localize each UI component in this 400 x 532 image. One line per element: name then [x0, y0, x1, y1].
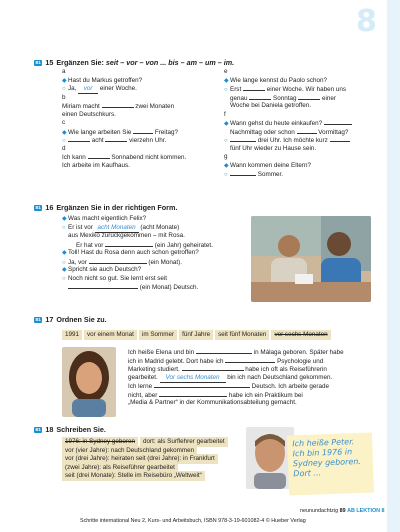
answer-blank[interactable]: acht Monaten [95, 224, 139, 233]
answer-blank[interactable] [249, 94, 271, 100]
ex16-dialog: ◆Was macht eigentlich Felix? ○ Er ist vor acht Monaten (acht Monate) aus Mexiko zurückgekommen – mit Rosa. Er hat vor (ein Jahr) geheiratet. ◆Toll! Hast du Rosa denn auch schon getroffen? ○ Ja, vor (ein Monat). ◆Spricht sie auch Deutsch? ○ Noch nicht so gut. Sie lernt erst seit (ein Monat) Deutsch. [62, 215, 213, 291]
cue: vor (drei Jahre): heiraten seit (drei Jahre): in Frankfurt [62, 454, 218, 464]
text: in Málaga geboren. Später habe [253, 349, 344, 356]
sticky-note: Ich heiße Peter. Ich bin 1976 in Sydney geboren. Dort ... [287, 433, 374, 496]
cue: (zwei Jahre): als Reiseführer gearbeitet [62, 463, 178, 473]
answer-text: (acht Monate) [140, 223, 180, 231]
answer-text: drei Uhr. Ich möchte kurz [257, 137, 328, 144]
item-letter: g [224, 153, 228, 160]
question: Wie lange arbeiten Sie [68, 128, 132, 136]
word-option-used[interactable]: vor sechs Monaten [271, 330, 330, 340]
exercise-16-heading [34, 203, 177, 213]
text: Ich heiße Elena und bin [128, 349, 195, 356]
exercise-number: 17 [45, 315, 54, 324]
answer-blank[interactable]: vor [78, 85, 98, 94]
answer-text: acht [91, 137, 104, 144]
answer-text: Er hat vor [76, 241, 104, 249]
question: Vormittag? [318, 128, 349, 136]
exercise-instruction: Ergänzen Sie: [56, 58, 104, 67]
answer-blank[interactable] [297, 128, 317, 134]
question: Spricht sie auch Deutsch? [68, 266, 142, 273]
item-letter: a [62, 68, 66, 75]
answer-text: einer Woche. [99, 85, 137, 92]
answer-blank[interactable] [105, 241, 153, 247]
answer-blank[interactable] [89, 258, 147, 264]
answer-text: Woche bei Daniela getroffen. [230, 102, 311, 109]
answer-blank[interactable] [154, 382, 250, 388]
question: Toll! Hast du Rosa denn auch schon getroffen? [68, 249, 199, 256]
answer-text: Er ist vor [68, 223, 93, 231]
cue-used: 1976: in Sydney geboren [62, 437, 138, 447]
answer-blank[interactable] [182, 365, 244, 371]
answer-blank[interactable] [298, 94, 320, 100]
text: habe ich oft als Reiseführerin [245, 366, 327, 373]
text: Psychologie und [277, 357, 324, 365]
answer-text: Sommer. [257, 171, 283, 178]
answer-text: Erst [230, 86, 242, 93]
question: Wie lange kennst du Paolo schon? [230, 76, 327, 84]
answer-blank[interactable] [88, 153, 110, 159]
answer-blank[interactable] [230, 136, 256, 142]
answer-blank[interactable] [102, 102, 134, 108]
text: Deutsch. Ich arbeite gerade [251, 383, 330, 390]
answer-blank[interactable] [225, 357, 275, 363]
lesson-number: 8 [356, 4, 377, 39]
word-option[interactable]: seit fünf Monaten [215, 330, 269, 340]
word-bank [62, 330, 382, 340]
lesson-label: LEKTION 8 [356, 508, 385, 514]
answer-blank[interactable] [243, 85, 265, 91]
question: Wann gehst du heute einkaufen? [230, 120, 323, 127]
exercise-instruction: Ergänzen Sie in der richtigen Form. [56, 203, 178, 212]
word-option[interactable]: vor einem Monat [84, 330, 137, 340]
copyright: Schritte international Neu 2, Kurs- und Arbeitsbuch, ISBN 978-3-19-601082-4 © Hueber Verlag [80, 518, 306, 524]
page-number: 89 [339, 508, 346, 514]
text: nicht, aber [128, 391, 158, 399]
answer-blank[interactable] [330, 136, 350, 142]
question: Wann kommen deine Eltern? [230, 161, 311, 169]
sentence: zwei Monaten [135, 103, 175, 110]
cue: dort: als Surflehrer gearbeitet [140, 437, 228, 447]
answer-blank[interactable] [324, 119, 352, 125]
friends-photo [251, 216, 371, 302]
answer-text: fünf Uhr wieder zu Hause sein. [230, 144, 317, 152]
answer-text: aus Mexiko zurückgekommen – mit Rosa. [68, 232, 185, 239]
sentence: Ich kann [62, 154, 86, 161]
word-option[interactable]: fünf Jahre [179, 330, 213, 340]
item-letter: d [62, 144, 66, 152]
ex18-cues [62, 437, 242, 480]
exercise-prepositions: seit – vor – von ... bis – am – um – im. [105, 58, 235, 67]
exercise-number: 18 [45, 425, 54, 434]
sentence: Miriam macht [62, 103, 100, 110]
answer-text: (ein Monat) Deutsch. [139, 284, 199, 291]
cue: seit (drei Monate): Stelle im Reisebüro „Weltweit“ [62, 471, 205, 481]
sentence: Sonnabend nicht kommen. [111, 154, 187, 161]
answer-text: Noch nicht so gut. Sie lernt erst seit [68, 274, 168, 282]
ex15-left-column: a ◆Hast du Markus getroffen? ○ Ja, vor einer Woche. b Miriam macht zwei Monaten einen Deutschkurs. c ◆Wie lange arbeiten Sie Freitag? ○ acht vierzehn Uhr. d Ich kann Sonnabend nicht kommen. Ich arbeite im Kaufhaus. [62, 68, 212, 170]
answer-blank[interactable] [105, 136, 127, 142]
answer-text: Ja, vor [68, 258, 87, 266]
page-number-line [300, 508, 385, 515]
elena-text [128, 348, 388, 408]
question: Nachmittag oder schon [230, 128, 295, 136]
word-option[interactable]: im Sommer [139, 330, 177, 340]
item-letter: b [62, 93, 66, 101]
level-badge: B1 [35, 427, 41, 433]
answer-text: genau [230, 94, 248, 102]
answer-text: Sonntag [273, 94, 297, 102]
sentence: Ich arbeite im Kaufhaus. [62, 161, 130, 169]
exercise-number: 15 [45, 58, 54, 67]
question: Hast du Markus getroffen? [68, 76, 143, 84]
answer-blank[interactable] [68, 283, 138, 289]
exercise-number: 16 [45, 203, 54, 212]
question: Freitag? [154, 128, 178, 136]
exercise-17-heading [34, 315, 107, 325]
text: gearbeitet. [128, 373, 158, 381]
text: ich in Madrid gelebt. Dort habe ich [128, 357, 224, 365]
answer-text: einer [321, 94, 336, 102]
level-badge: B1 [35, 205, 41, 211]
text: habe ich ein Praktikum bei [228, 391, 303, 399]
ex15-right-column: e ◆Wie lange kennst du Paolo schon? ○ Erst einer Woche. Wir haben uns genau Sonntag einer Woche bei Daniela getroffen. f ◆Wann gehst du heute einkaufen? Nachmittag oder schon Vormittag? ○ drei Uhr. Ich möchte kurz fünf Uhr wieder zu Hause sein. g ◆Wann kommen deine Eltern? ○ Sommer. [224, 68, 384, 179]
exercise-instruction: Ordnen Sie zu. [56, 315, 107, 324]
item-letter: e [224, 68, 228, 75]
lesson-side-bar [387, 0, 400, 532]
answer-text: (ein Monat). [148, 258, 183, 266]
question: Was macht eigentlich Felix? [68, 215, 147, 222]
answer-text: einer Woche. Wir haben uns [266, 86, 347, 93]
answer-blank[interactable] [68, 136, 90, 142]
answer-blank[interactable] [196, 348, 252, 354]
answer-text: vierzehn Uhr. [129, 137, 167, 144]
answer-blank[interactable] [230, 170, 256, 176]
elena-photo [62, 347, 116, 417]
exercise-18-heading [34, 425, 106, 435]
answer-blank[interactable] [133, 128, 153, 134]
text: bin ich nach Deutschland gekommen. [227, 373, 333, 381]
level-badge: B1 [35, 60, 41, 66]
item-letter: c [62, 119, 66, 126]
answer-blank[interactable]: Vor sechs Monaten [160, 374, 226, 383]
answer-text: (ein Jahr) geheiratet. [154, 241, 213, 249]
cue: vor (vier Jahre): nach Deutschland gekommen [62, 446, 197, 456]
page-word: neunundachtzig [300, 508, 339, 514]
answer-blank[interactable] [159, 391, 227, 397]
text: Marketing studiert. [128, 366, 180, 373]
sentence: einen Deutschkurs. [62, 110, 116, 118]
workbook-label: AB [347, 508, 355, 514]
text: Ich lerne [128, 383, 153, 390]
level-badge: B1 [35, 317, 41, 323]
item-letter: f [224, 110, 226, 118]
text: „Media & Partner“ in der Kommunikationsabteilung gemacht. [128, 399, 297, 406]
word-option[interactable]: 1991 [62, 330, 82, 340]
exercise-instruction: Schreiben Sie. [56, 425, 106, 434]
exercise-15-heading [34, 58, 234, 68]
answer-text: Ja, [68, 85, 77, 92]
